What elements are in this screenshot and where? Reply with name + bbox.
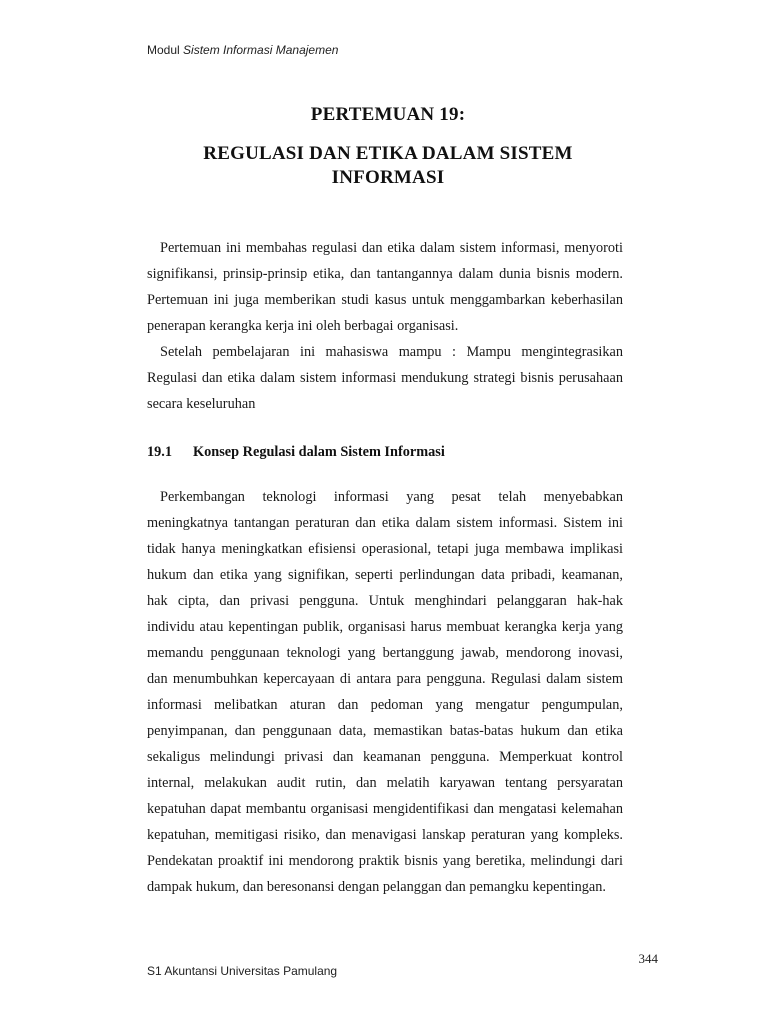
text-line: penerapan kerangka kerja ini oleh berbagai organisasi. bbox=[147, 318, 459, 334]
running-header-title: Sistem Informasi Manajemen bbox=[183, 43, 339, 57]
text-line: kepatuhan, memitigasi risiko, dan menavigasi lanskap peraturan yang kompleks. bbox=[147, 827, 623, 843]
text-line: dampak hukum, dan beresonansi dengan pelanggan dan pemangku kepentingan. bbox=[147, 879, 606, 895]
text-line: dan menumbuhkan kepercayaan di antara para pengguna. Regulasi dalam sistem bbox=[147, 671, 623, 687]
text-line: Setelah pembelajaran ini mahasiswa mampu : Mampu mengintegrasikan bbox=[160, 344, 623, 360]
section-number: 19.1 bbox=[147, 444, 173, 460]
text-line: penyimpanan, dan penggunaan data, memastikan batas-batas hukum dan etika bbox=[147, 723, 623, 739]
text-line: informasi melibatkan aturan dan pedoman yang mengatur pengumpulan, bbox=[147, 697, 623, 713]
text-line: memandu penggunaan teknologi yang bertanggung jawab, mendorong inovasi, bbox=[147, 645, 623, 661]
text-line: signifikansi, prinsip-prinsip etika, dan tantangannya dalam dunia bisnis modern. bbox=[147, 266, 623, 282]
chapter-title-line: REGULASI DAN ETIKA DALAM SISTEM bbox=[203, 143, 573, 164]
text-line: Regulasi dan etika dalam sistem informasi mendukung strategi bisnis perusahaan bbox=[147, 370, 623, 386]
intro-paragraph bbox=[147, 235, 623, 339]
chapter-title bbox=[150, 142, 626, 190]
text-line: Pertemuan ini membahas regulasi dan etika dalam sistem informasi, menyoroti bbox=[160, 240, 623, 256]
text-line: individu atau kepentingan publik, organisasi harus membuat kerangka kerja yang bbox=[147, 619, 623, 635]
chapter-number: PERTEMUAN 19: bbox=[310, 104, 466, 125]
text-line: Pertemuan ini juga memberikan studi kasus untuk menggambarkan keberhasilan bbox=[147, 292, 623, 308]
chapter-title-line: INFORMASI bbox=[331, 167, 445, 188]
running-footer: S1 Akuntansi Universitas Pamulang bbox=[147, 964, 338, 978]
text-line: hukum dan etika yang signifikan, seperti perlindungan data pribadi, keamanan, bbox=[147, 567, 623, 583]
section-title: Konsep Regulasi dalam Sistem Informasi bbox=[193, 444, 445, 460]
section-paragraph bbox=[147, 484, 623, 900]
page-number: 344 bbox=[638, 951, 658, 966]
text-line: tidak hanya meningkatkan efisiensi operasional, tetapi juga membawa implikasi bbox=[147, 541, 623, 557]
intro-text bbox=[147, 235, 623, 417]
running-header bbox=[147, 43, 338, 57]
running-header-prefix: Modul bbox=[147, 43, 184, 57]
text-line: sekaligus melindungi privasi dan keamanan pengguna. Memperkuat kontrol bbox=[147, 749, 623, 765]
text-line: secara keseluruhan bbox=[147, 396, 256, 412]
section-heading bbox=[147, 444, 445, 461]
text-line: Pendekatan proaktif ini mendorong praktik bisnis yang beretika, melindungi dari bbox=[147, 853, 623, 869]
text-line: kepatuhan dapat membantu organisasi mengidentifikasi dan mengatasi kelemahan bbox=[147, 801, 623, 817]
learning-objective-paragraph bbox=[147, 339, 623, 417]
text-line: internal, melakukan audit rutin, dan melatih karyawan tentang persyaratan bbox=[147, 775, 623, 791]
text-line: hak cipta, dan privasi pengguna. Untuk menghindari pelanggaran hak-hak bbox=[147, 593, 623, 609]
text-line: Perkembangan teknologi informasi yang pesat telah menyebabkan bbox=[160, 489, 623, 505]
chapter-heading bbox=[150, 103, 626, 190]
section-body bbox=[147, 484, 623, 900]
text-line: meningkatnya tantangan peraturan dan etika dalam sistem informasi. Sistem ini bbox=[147, 515, 623, 531]
